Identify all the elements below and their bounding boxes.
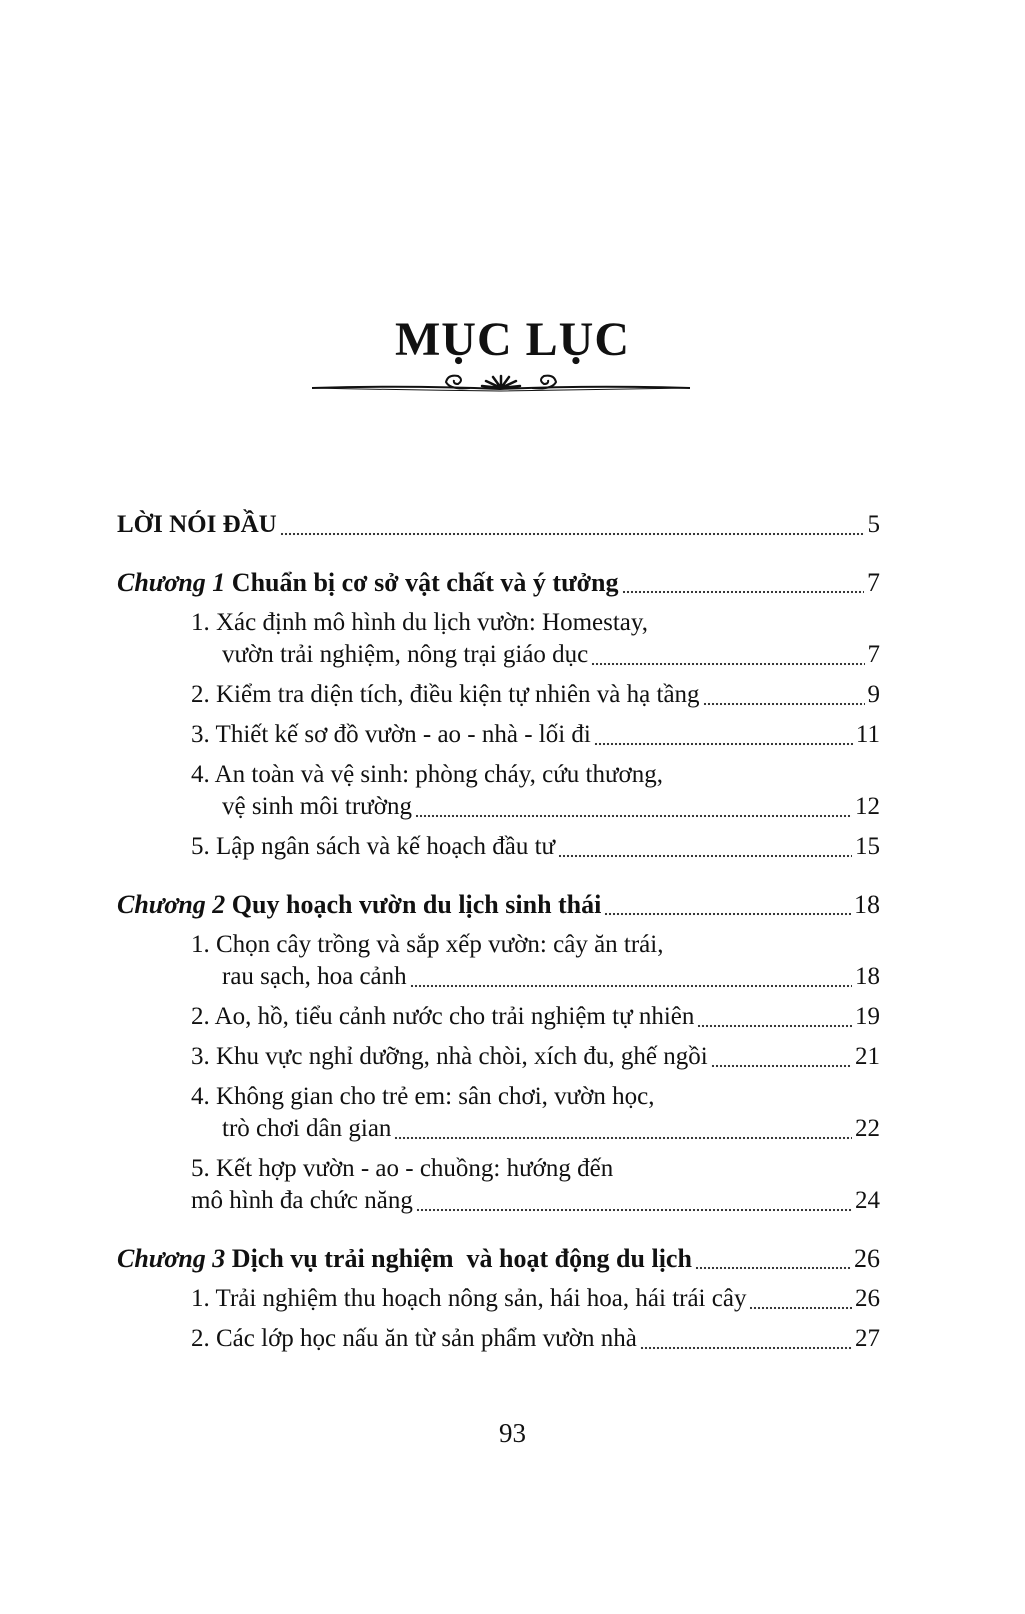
toc-entry-text: 2. Các lớp học nấu ăn từ sản phẩm vườn nhà [191, 1325, 637, 1352]
toc-entry[interactable] [117, 929, 880, 993]
toc-entry-line [191, 1323, 880, 1355]
dot-leader [594, 719, 853, 751]
toc-entry-line [117, 567, 880, 599]
toc-entry-line [191, 639, 880, 671]
chapter-label: Chương 1 [117, 568, 226, 597]
page-number: 93 [499, 1418, 526, 1448]
toc-entry[interactable] [117, 1323, 880, 1355]
toc-entry[interactable] [117, 567, 880, 599]
dot-leader [604, 889, 851, 921]
toc-entry-line [117, 509, 880, 541]
page-title: MỤC LỤC [395, 313, 630, 366]
toc-entry-line [191, 719, 880, 751]
toc-entry[interactable] [117, 1041, 880, 1073]
toc-entry[interactable] [117, 1283, 880, 1315]
toc-entry-line [191, 759, 880, 791]
toc-entry-line [191, 679, 880, 711]
toc-page-number: 12 [855, 793, 880, 820]
toc-entry-line [191, 1041, 880, 1073]
toc-entry-line [191, 1185, 880, 1217]
toc-entry[interactable] [117, 1001, 880, 1033]
toc-entry[interactable] [117, 607, 880, 671]
toc-entry[interactable] [117, 719, 880, 751]
dot-leader [415, 791, 852, 823]
chapter-title: Dịch vụ trải nghiệm và hoạt động du lịch [231, 1244, 692, 1273]
dot-leader [749, 1283, 852, 1315]
dot-leader [410, 961, 852, 993]
toc-entry-text: rau sạch, hoa cảnh [222, 963, 407, 990]
toc-page-number: 22 [855, 1115, 880, 1142]
toc-page-number: 7 [867, 641, 880, 668]
toc-entry-line [191, 1113, 880, 1145]
toc-entry[interactable] [117, 831, 880, 863]
dot-leader [697, 1001, 852, 1033]
toc-entry-line [191, 929, 880, 961]
dot-leader [591, 639, 864, 671]
dot-leader [640, 1323, 852, 1355]
dot-leader [280, 509, 865, 541]
toc-entry[interactable] [117, 889, 880, 921]
toc-page-number: 24 [855, 1187, 880, 1214]
toc-entry[interactable] [117, 509, 880, 541]
toc-entry-text: trò chơi dân gian [222, 1115, 392, 1142]
toc-entry[interactable] [117, 1153, 880, 1217]
toc-page-number: 26 [855, 1285, 880, 1312]
toc-entry-line [117, 889, 880, 921]
toc-entry-text: 3. Khu vực nghỉ dưỡng, nhà chòi, xích đu, ghế ngồi [191, 1043, 708, 1070]
dot-leader [558, 831, 852, 863]
front-matter-title: LỜI NÓI ĐẦU [117, 511, 277, 538]
toc-entry[interactable] [117, 679, 880, 711]
toc-entry[interactable] [117, 1081, 880, 1145]
toc-page-number: 26 [854, 1244, 880, 1273]
dot-leader [394, 1113, 852, 1145]
toc-page-number: 7 [867, 568, 880, 597]
dot-leader [695, 1243, 851, 1275]
toc-entry-text: 4. An toàn và vệ sinh: phòng cháy, cứu thương, [191, 761, 663, 788]
table-of-contents [117, 509, 880, 1355]
ornament-divider-icon [310, 368, 692, 402]
toc-entry[interactable] [117, 759, 880, 823]
toc-entry-line [191, 607, 880, 639]
toc-entry-line [117, 1243, 880, 1275]
toc-page-number: 9 [867, 681, 880, 708]
toc-page-number: 18 [854, 890, 880, 919]
toc-entry-line [191, 831, 880, 863]
toc-page-number: 15 [855, 833, 880, 860]
toc-entry-text: 5. Lập ngân sách và kế hoạch đầu tư [191, 833, 556, 860]
toc-entry-text: mô hình đa chức năng [191, 1187, 413, 1214]
toc-entry[interactable] [117, 1243, 880, 1275]
toc-entry-line [191, 1081, 880, 1113]
toc-entry-line [191, 1001, 880, 1033]
toc-entry-text: 5. Kết hợp vườn - ao - chuồng: hướng đến [191, 1155, 614, 1182]
chapter-title: Chuẩn bị cơ sở vật chất và ý tưởng [231, 568, 619, 597]
toc-page-number: 19 [855, 1003, 880, 1030]
toc-entry-line [191, 961, 880, 993]
dot-leader [416, 1185, 852, 1217]
toc-entry-text: 1. Chọn cây trồng và sắp xếp vườn: cây ăn trái, [191, 931, 664, 958]
toc-entry-text: 1. Trải nghiệm thu hoạch nông sản, hái hoa, hái trái cây [191, 1285, 747, 1312]
toc-page-number: 27 [855, 1325, 880, 1352]
toc-entry-line [191, 1283, 880, 1315]
toc-entry-line [191, 1153, 880, 1185]
chapter-label: Chương 3 [117, 1244, 226, 1273]
toc-entry-text: 1. Xác định mô hình du lịch vườn: Homestay, [191, 609, 649, 636]
toc-entry-text: 2. Kiểm tra diện tích, điều kiện tự nhiên và hạ tầng [191, 681, 700, 708]
toc-entry-text: 3. Thiết kế sơ đồ vườn - ao - nhà - lối đi [191, 721, 591, 748]
toc-page-number: 18 [855, 963, 880, 990]
toc-entry-line [191, 791, 880, 823]
toc-entry-text: vườn trải nghiệm, nông trại giáo dục [222, 641, 589, 668]
chapter-title: Quy hoạch vườn du lịch sinh thái [231, 890, 602, 919]
toc-entry-text: vệ sinh môi trường [222, 793, 412, 820]
toc-page-number: 5 [867, 511, 880, 538]
toc-page-number: 21 [855, 1043, 880, 1070]
chapter-label: Chương 2 [117, 890, 226, 919]
toc-entry-text: 4. Không gian cho trẻ em: sân chơi, vườn học, [191, 1083, 655, 1110]
toc-page-number: 11 [855, 721, 880, 748]
dot-leader [622, 567, 864, 599]
dot-leader [711, 1041, 852, 1073]
toc-entry-text: 2. Ao, hồ, tiểu cảnh nước cho trải nghiệm tự nhiên [191, 1003, 695, 1030]
dot-leader [703, 679, 865, 711]
